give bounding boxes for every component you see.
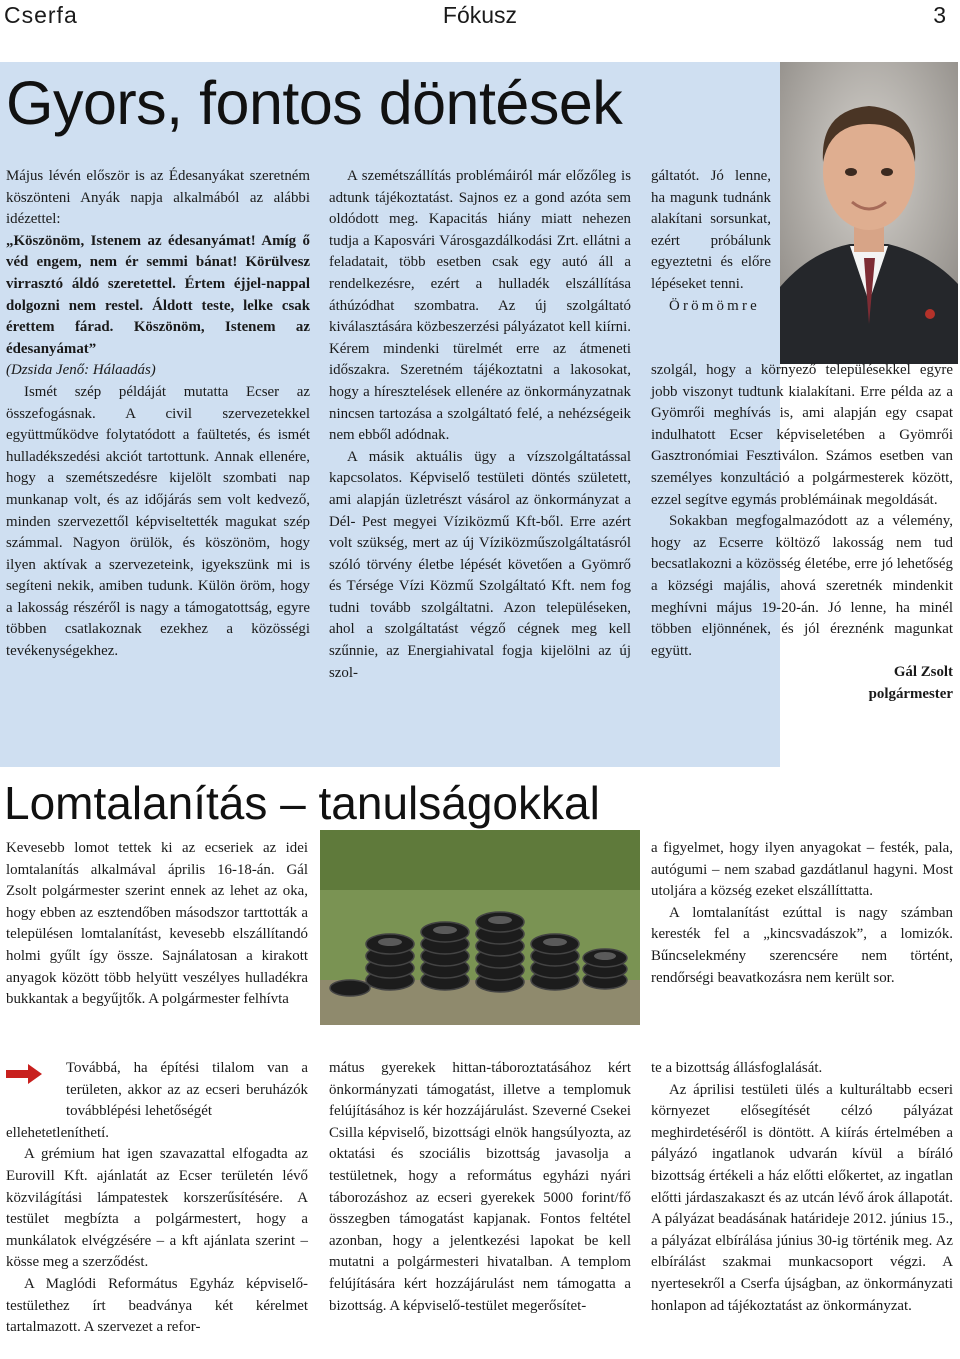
article1-column-1 — [6, 166, 310, 663]
article2-title: Lomtalanítás – tanulságokkal — [4, 777, 600, 829]
header-page-number: 3 — [933, 2, 946, 28]
article2-column-3 — [651, 838, 953, 989]
article3-paragraph: A grémium hat igen szavazattal elfogadta az Eurovill Kft. ajánlatát az Ecser területén lévő közvilágítási lámpatestek korszerűsítésére. A testület megbízta a polgármestert, hogy a munkálatok elvégzésére – a kft ajánlata szerint –kösse meg a szerződést. — [6, 1146, 308, 1271]
article3-paragraph: te a bizottság állásfoglalását. — [651, 1060, 823, 1076]
article2-column-1 — [6, 838, 308, 1011]
article1-poem: „Köszönöm, Istenem az édesanyámat! Amíg ő véd engem, nem ér semmi bánat! Körülvesz virrasztó áldó szeretettel. Értem éjjel-nappal dolgozni nem restel. Áldott teste, lelke csak érettem fárad. Köszönöm, Istenem az édesanyámat” — [6, 232, 310, 357]
article1-column-2 — [329, 166, 631, 684]
article3-lead: Továbbá, ha építési tilalom van a területen, akkor az az ecseri beruházók továbblépési lehetőségét — [66, 1060, 308, 1120]
article1-intro: Május lévén először is az Édesanyákat szeretném köszönteni Anyák napja alkalmából az alábbi idézettel: — [6, 168, 310, 228]
article1-column-3-narrow — [651, 166, 771, 317]
article1-paragraph: Ismét szép példáját mutatta Ecser az összefogásnak. A civil szervezetekkel együttműködve folytatódott a faültetés, és ismét hulladékszedési akciót tartottunk. Annak ellenére, hogy a szemétszedésre kijelölt szombati nap munkanap volt, és az időjárás sem volt kedvező, minden szervezettől képviseltették magukat szép számmal. Nagyon örülök, és köszönöm, hogy ilyen aktívak a szervezeteink, igyekszünk mi is segíteni nekik, amiben tudunk. Külön öröm, hogy a lakosság részéről is nagy a támogatottság, egyre többen csatlakoznak ezekhez a közösségi tevékenységekhez. — [6, 383, 310, 660]
article1-paragraph: A szemétszállítás problémáiról már előzőleg is adtunk tájékoztatást. Sajnos ez a gond azóta sem oldódott meg. Kapacitás hiány miatt nehezen tudja a Kaposvári Városgazdálkodási Zrt. ellátni a feladatait, több esetben csak egy autó áll a rendelkezésre, ezért a hulladék elszállítása áthúzódhat szombatra. Az új szolgáltató kiválasztására közbeszerzési pályázatot kell kiírni. Kérem mindenki türelmét erre az átmeneti időszakra. Szeretném tájékoztatni a lakosokat, hogy a híresztelések ellenére az önkormányzatnak nincsen tartozása a szolgáltató felé, a nehézségeik nem ebből adódnak. — [329, 168, 631, 444]
article3-column-2 — [329, 1058, 631, 1317]
article2-paragraph: a figyelmet, hogy ilyen anyagokat – festék, pala, autógumi – nem szabad gazdátlanul hagyni. Most utoljára a község ezeket elszállíttatta. — [651, 840, 953, 900]
article1-poem-source: (Dzsida Jenő: Hálaadás) — [6, 362, 156, 379]
mayor-photo — [780, 62, 958, 364]
article1-paragraph: Sokakban megfogalmazódott az a vélemény, hogy az Ecserre költöző lakosság nem tud becsatlakozni a közösség életébe, erre jó lehetőség a községi majális, ahová szeretnék mindenkit meghívni május 19-20-án. Jó lenne, ha minél többen eljönnének, és jól éreznénk magunkat együtt. — [651, 513, 953, 659]
article1-paragraph: A másik aktuális ügy a vízszolgáltatással kapcsolatos. Képviselő testületi döntés született, ami alapján üzletrészt vásárol az önkormányzat a Dél- Pest megyei Víziközmű Kft-ből. Erre azért volt szükség, mert az új Víziközműszolgáltatásról szóló törvény életbe lépését követően a Gyömrő és Térsége Vízi Közmű Szolgáltató Kft. nem fog tudni tovább szolgáltatni. Azon településeken, ahol a szolgáltatást végző cégnek meg kell szűnnie, az Energiahivatal fogja kijelölni az új szol- — [329, 448, 631, 681]
article3-column-1 — [6, 1058, 308, 1339]
article3-column-3 — [651, 1058, 953, 1317]
article1-signature: Gál Zsolt polgármester — [868, 664, 953, 702]
article1-spaced-word: Örömömre — [669, 297, 760, 314]
tire-pile-photo — [320, 830, 640, 1025]
article2-paragraph: Kevesebb lomot tettek ki az ecseriek az idei lomtalanítás alkalmával április 16-18-án. Gál Zsolt polgármester szerint ennek az lehet az oka, hogy ebben az esztendőben másodszor tarttották a településen lomtalanítást, kevesebb elszállítandó holmi gyűlt így össze. Sajnálatosan a kirakott anyagok között több helyütt veszélyes hulladékra bukkantak a begyűjtők. A polgármester felhívta — [6, 840, 308, 1008]
article3-paragraph: A Maglódi Református Egyház képviselő-testülethez írt beadványa két kérelmet tartalmazott. A szervezet a refor- — [6, 1275, 308, 1336]
header-section: Fókusz — [442, 2, 518, 28]
page-header — [0, 0, 960, 34]
header-publication: Cserfa — [4, 2, 78, 28]
article1-paragraph: gáltatót. Jó lenne, ha magunk tudnánk alakítani sorsunkat, ezért próbálunk egyeztetni és előre lépéseket tenni. — [651, 168, 771, 292]
article3-paragraph: ellehetetleníthetí. — [6, 1124, 109, 1141]
article3-paragraph: mátus gyerekek hittan-táboroztatásához kért önkormányzati támogatást, illetve a templomuk felújításához is kér hozzájárulást. Szeverné Csekei Csilla képviselő, bizottsági elnök hangsúlyozta, az oktatási és szociális bizottság javasolja a testületnek, hogy a református egyházi nyári táborozáshoz az ecseri gyerekek 5000 forint/fő összegben támogatást kapjanak. Fontos feltétel azonban, hogy a jelentkezési lapokat be kell mutatni a polgármesteri hivatalban. A templom felújítására kért hozzájárulást nem támogatta a bizottság. A képviselő-testület megerősítet- — [329, 1060, 631, 1314]
article2-paragraph: A lomtalanítást ezúttal is nagy számban keresték fel a „kincsvadászok”, a lomizók. Bűncselekmény szerencsére nem történt, rendőrségi beavatkozásra nem került sor. — [651, 904, 953, 986]
article1-paragraph: szolgál, hogy a környező településekkel egyre jobb viszonyt tudtunk kialakítani. Erre példa az a Gyömrői meghívás is, ami alapján egy csapat indulhatott Ecser képviseletében a Gyömrői Gasztronómiai Fesztiválon. Számos esetben van személyes konzultáció a polgármesterek között, ezzel segítve egymás problémáinak megoldását. — [651, 362, 953, 508]
article1-title: Gyors, fontos döntések — [6, 69, 623, 137]
article3-paragraph: Az áprilisi testületi ülés a kulturáltabb ecseri környezet elősegítését célzó pályázat meghirdetéséről is döntött. A kiírás értelmében a pályázó ingatlanok udvarán kívül a bíráló bizottság értékeli a ház előtti előkertet, az ingatlan előtti járdaszakaszt és az utcán lévő árok állapotát. A pályázat beadásának határideje 2012. június 15., a pályázat elbírálása június 30-ig történik meg. Az elbírálást szakmai munkacsoport végzi. A nyertesekről a Cserfa újságban, az önkormányzati honlapon ad tájékoztatást az önkormányzat. — [651, 1081, 953, 1314]
article1-column-3-wide — [651, 360, 953, 706]
